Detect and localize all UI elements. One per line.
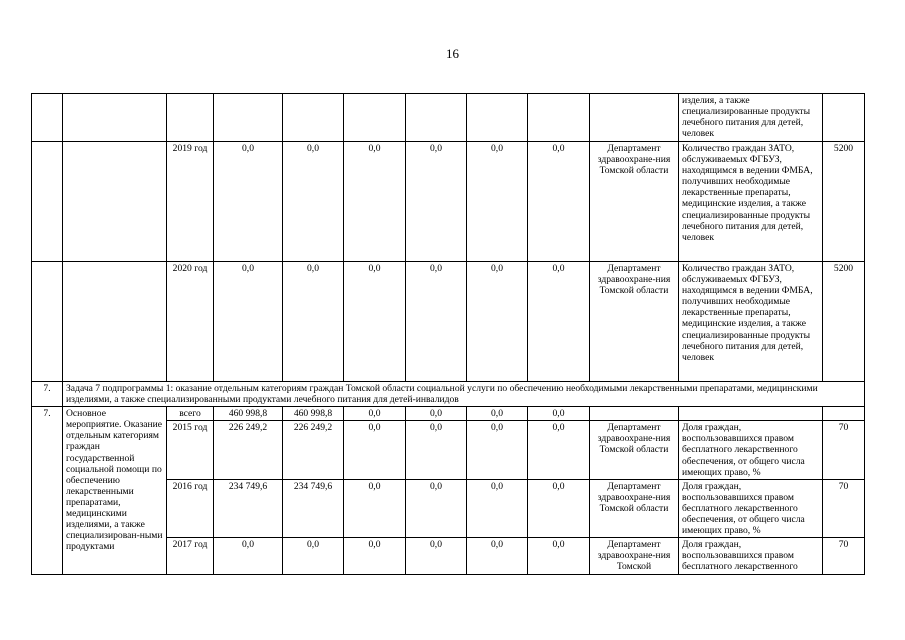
value-cell: 0,0 bbox=[283, 262, 344, 382]
value-cell: 0,0 bbox=[406, 142, 467, 262]
event-number: 7. bbox=[32, 407, 63, 574]
agency-cell: Департамент здравоохране-ния Томской области bbox=[590, 479, 679, 537]
task-row bbox=[32, 382, 865, 407]
value-cell: 0,0 bbox=[283, 142, 344, 262]
value-cell: 0,0 bbox=[467, 479, 528, 537]
value-cell: 0,0 bbox=[344, 142, 406, 262]
value-cell: 234 749,6 bbox=[283, 479, 344, 537]
value-cell: 0,0 bbox=[406, 538, 467, 574]
value-cell: 234 749,6 bbox=[214, 479, 283, 537]
value-cell: 460 998,8 bbox=[214, 407, 283, 421]
target-cell: 5200 bbox=[823, 142, 865, 262]
value-cell: 226 249,2 bbox=[283, 421, 344, 479]
event-name: Основное мероприятие. Оказание отдельным категориям граждан государственной социальной помощи по обеспечению лекарственными препаратами, медицинскими изделиями, а также специализирован-ными продуктами bbox=[63, 407, 167, 574]
value-cell: 0,0 bbox=[406, 421, 467, 479]
page-number: 16 bbox=[446, 46, 459, 61]
table-row bbox=[32, 142, 865, 262]
value-cell: 460 998,8 bbox=[283, 407, 344, 421]
indicator-cell: изделия, а также специализированные продукты лечебного питания для детей, человек bbox=[679, 94, 823, 142]
indicator-cell: Доля граждан, воспользовавшихся правом бесплатного лекарственного обеспечения, от общего числа имеющих право, % bbox=[679, 479, 823, 537]
agency-cell: Департамент здравоохране-ния Томской области bbox=[590, 421, 679, 479]
value-cell: 0,0 bbox=[528, 407, 590, 421]
value-cell: 0,0 bbox=[283, 538, 344, 574]
value-cell: 0,0 bbox=[344, 421, 406, 479]
table-row bbox=[32, 262, 865, 382]
value-cell: 0,0 bbox=[344, 262, 406, 382]
value-cell: 0,0 bbox=[344, 407, 406, 421]
value-cell: 0,0 bbox=[344, 538, 406, 574]
year-cell: 2016 год bbox=[167, 479, 214, 537]
agency-cell bbox=[590, 407, 679, 421]
value-cell: 0,0 bbox=[528, 538, 590, 574]
target-cell: 70 bbox=[823, 538, 865, 574]
value-cell: 0,0 bbox=[406, 262, 467, 382]
value-cell: 0,0 bbox=[467, 421, 528, 479]
agency-cell: Департамент здравоохране-ния Томской области bbox=[590, 142, 679, 262]
value-cell: 0,0 bbox=[214, 142, 283, 262]
target-cell bbox=[823, 94, 865, 142]
target-cell: 70 bbox=[823, 479, 865, 537]
target-cell bbox=[823, 407, 865, 421]
task-text: Задача 7 подпрограммы 1: оказание отдельным категориям граждан Томской области социальной услуги по обеспечению необходимыми лекарственными препаратами, медицинскими изделиями, а также специализированными продуктами лечебного питания для детей-инвалидов bbox=[63, 382, 865, 407]
year-cell: всего bbox=[167, 407, 214, 421]
indicator-cell: Количество граждан ЗАТО, обслуживаемых ФГБУЗ, находящимся в ведении ФМБА, получивших необходимые лекарственные препараты, медицинские изделия, а также специализированные продукты лечебного питания для детей, человек bbox=[679, 142, 823, 262]
year-cell: 2017 год bbox=[167, 538, 214, 574]
task-number: 7. bbox=[32, 382, 63, 407]
value-cell: 0,0 bbox=[528, 142, 590, 262]
event-cell bbox=[63, 94, 167, 142]
value-cell: 0,0 bbox=[467, 262, 528, 382]
year-cell: 2020 год bbox=[167, 262, 214, 382]
value-cell: 0,0 bbox=[467, 407, 528, 421]
value-cell: 226 249,2 bbox=[214, 421, 283, 479]
value-cell: 0,0 bbox=[528, 421, 590, 479]
program-table bbox=[31, 93, 865, 575]
indicator-cell: Доля граждан, воспользовавшихся правом бесплатного лекарственного обеспечения, от общего числа имеющих право, % bbox=[679, 421, 823, 479]
agency-cell bbox=[590, 94, 679, 142]
year-cell bbox=[167, 94, 214, 142]
agency-cell: Департамент здравоохране-ния Томской области bbox=[590, 262, 679, 382]
value-cell: 0,0 bbox=[528, 262, 590, 382]
year-cell: 2019 год bbox=[167, 142, 214, 262]
target-cell: 70 bbox=[823, 421, 865, 479]
value-cell: 0,0 bbox=[344, 479, 406, 537]
value-cell: 0,0 bbox=[214, 538, 283, 574]
table-row bbox=[32, 94, 865, 142]
indicator-cell: Доля граждан, воспользовавшихся правом бесплатного лекарственного bbox=[679, 538, 823, 574]
value-cell: 0,0 bbox=[467, 538, 528, 574]
agency-cell: Департамент здравоохране-ния Томской bbox=[590, 538, 679, 574]
value-cell: 0,0 bbox=[406, 407, 467, 421]
year-cell: 2015 год bbox=[167, 421, 214, 479]
value-cell: 0,0 bbox=[528, 479, 590, 537]
value-cell: 0,0 bbox=[467, 142, 528, 262]
indicator-cell bbox=[679, 407, 823, 421]
target-cell: 5200 bbox=[823, 262, 865, 382]
value-cell: 0,0 bbox=[214, 262, 283, 382]
indicator-cell: Количество граждан ЗАТО, обслуживаемых ФГБУЗ, находящимся в ведении ФМБА, получивших необходимые лекарственные препараты, медицинские изделия, а также специализированные продукты лечебного питания для детей, человек bbox=[679, 262, 823, 382]
num-cell bbox=[32, 94, 63, 142]
value-cell: 0,0 bbox=[406, 479, 467, 537]
table-row bbox=[32, 407, 865, 421]
